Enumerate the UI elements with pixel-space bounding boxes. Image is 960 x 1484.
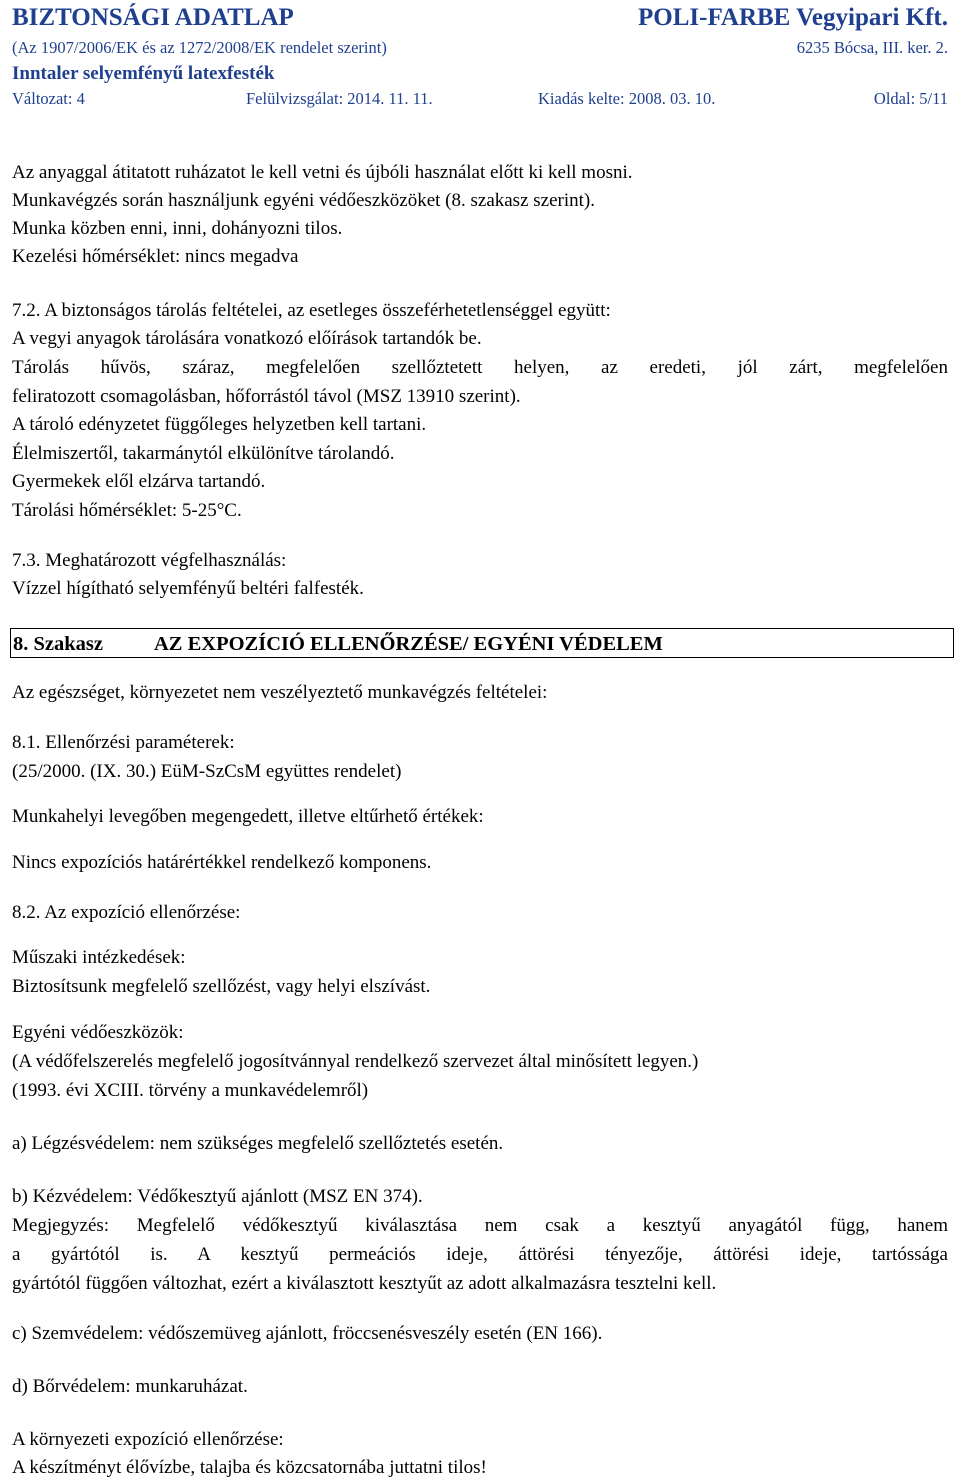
- paragraph: Kezelési hőmérséklet: nincs megadva: [12, 246, 299, 267]
- section-8-number: 8. Szakasz: [13, 633, 103, 655]
- paragraph: Munka közben enni, inni, dohányozni tilos.: [12, 218, 343, 239]
- section-8-heading: [10, 628, 954, 658]
- paragraph: a gyártótól is. A kesztyű permeációs ideje, áttörési tényezője, áttörési ideje, tartóssága: [12, 1244, 948, 1265]
- paragraph: Az egészséget, környezetet nem veszélyeztető munkavégzés feltételei:: [12, 682, 548, 703]
- paragraph: Munkahelyi levegőben megengedett, illetve eltűrhető értékek:: [12, 806, 484, 827]
- paragraph: Biztosítsunk megfelelő szellőzést, vagy helyi elszívást.: [12, 976, 431, 997]
- paragraph: (A védőfelszerelés megfelelő jogosítvánnyal rendelkező szervezet által minősített legyen.): [12, 1051, 699, 1072]
- paragraph: a) Légzésvédelem: nem szükséges megfelelő szellőztetés esetén.: [12, 1133, 504, 1154]
- header-row-2: [12, 38, 948, 60]
- paragraph: Tárolás hűvös, száraz, megfelelően szellőztetett helyen, az eredeti, jól zárt, megfelelően: [12, 357, 948, 378]
- paragraph: (1993. évi XCIII. törvény a munkavédelemről): [12, 1080, 369, 1101]
- product-name: Inntaler selyemfényű latexfesték: [12, 63, 275, 84]
- paragraph: Gyermekek elől elzárva tartandó.: [12, 471, 266, 492]
- subsection-8-1-title: 8.1. Ellenőrzési paraméterek:: [12, 732, 235, 753]
- revision-label: Felülvizsgálat: 2014. 11. 11.: [246, 89, 433, 108]
- header-row-3: [12, 63, 948, 87]
- paragraph: Tárolási hőmérséklet: 5-25°C.: [12, 500, 242, 521]
- paragraph: c) Szemvédelem: védőszemüveg ajánlott, fröccsenésveszély esetén (EN 166).: [12, 1323, 603, 1344]
- issue-date-label: Kiadás kelte: 2008. 03. 10.: [538, 89, 716, 108]
- paragraph: Az anyaggal átitatott ruházatot le kell vetni és újbóli használat előtt ki kell mosni.: [12, 162, 633, 183]
- paragraph: Munkavégzés során használjunk egyéni védőeszközöket (8. szakasz szerint).: [12, 190, 595, 211]
- paragraph-heading: Egyéni védőeszközök:: [12, 1022, 184, 1043]
- company-address: 6235 Bócsa, III. ker. 2.: [796, 38, 948, 57]
- paragraph: A tároló edényzetet függőleges helyzetben kell tartani.: [12, 414, 427, 435]
- paragraph: feliratozott csomagolásban, hőforrástól távol (MSZ 13910 szerint).: [12, 386, 521, 407]
- company-name: POLI-FARBE Vegyipari Kft.: [638, 4, 948, 31]
- subsection-7-2-title: 7.2. A biztonságos tárolás feltételei, az esetleges összeférhetetlenséggel együtt:: [12, 300, 611, 321]
- paragraph: d) Bőrvédelem: munkaruházat.: [12, 1376, 248, 1397]
- paragraph: gyártótól függően változhat, ezért a kiválasztott kesztyűt az adott alkalmazásra tesztelni kell.: [12, 1273, 717, 1294]
- paragraph: A készítményt élővízbe, talajba és közcsatornába juttatni tilos!: [12, 1457, 487, 1478]
- header-row-1: [12, 5, 948, 33]
- paragraph: Vízzel hígítható selyemfényű beltéri falfesték.: [12, 578, 364, 599]
- paragraph: Nincs expozíciós határértékkel rendelkező komponens.: [12, 852, 432, 873]
- paragraph: (25/2000. (IX. 30.) EüM-SzCsM együttes rendelet): [12, 761, 402, 782]
- doc-title: BIZTONSÁGI ADATLAP: [12, 4, 294, 31]
- section-8-title: AZ EXPOZÍCIÓ ELLENŐRZÉSE/ EGYÉNI VÉDELEM: [154, 633, 663, 655]
- paragraph: Élelmiszertől, takarmánytól elkülönítve tárolandó.: [12, 443, 395, 464]
- version-label: Változat: 4: [12, 89, 85, 108]
- paragraph-heading: Műszaki intézkedések:: [12, 947, 186, 968]
- paragraph: A vegyi anyagok tárolására vonatkozó előírások tartandók be.: [12, 328, 482, 349]
- page-number: Oldal: 5/11: [873, 89, 948, 108]
- paragraph: b) Kézvédelem: Védőkesztyű ajánlott (MSZ EN 374).: [12, 1186, 423, 1207]
- subsection-8-2-title: 8.2. Az expozíció ellenőrzése:: [12, 902, 241, 923]
- subsection-7-3-title: 7.3. Meghatározott végfelhasználás:: [12, 550, 287, 571]
- paragraph: Megjegyzés: Megfelelő védőkesztyű kiválasztása nem csak a kesztyű anyagától függ, hanem: [12, 1215, 948, 1236]
- regulation-ref: (Az 1907/2006/EK és az 1272/2008/EK rendelet szerint): [12, 38, 387, 57]
- paragraph-heading: A környezeti expozíció ellenőrzése:: [12, 1429, 284, 1450]
- header-meta-line: [12, 89, 948, 111]
